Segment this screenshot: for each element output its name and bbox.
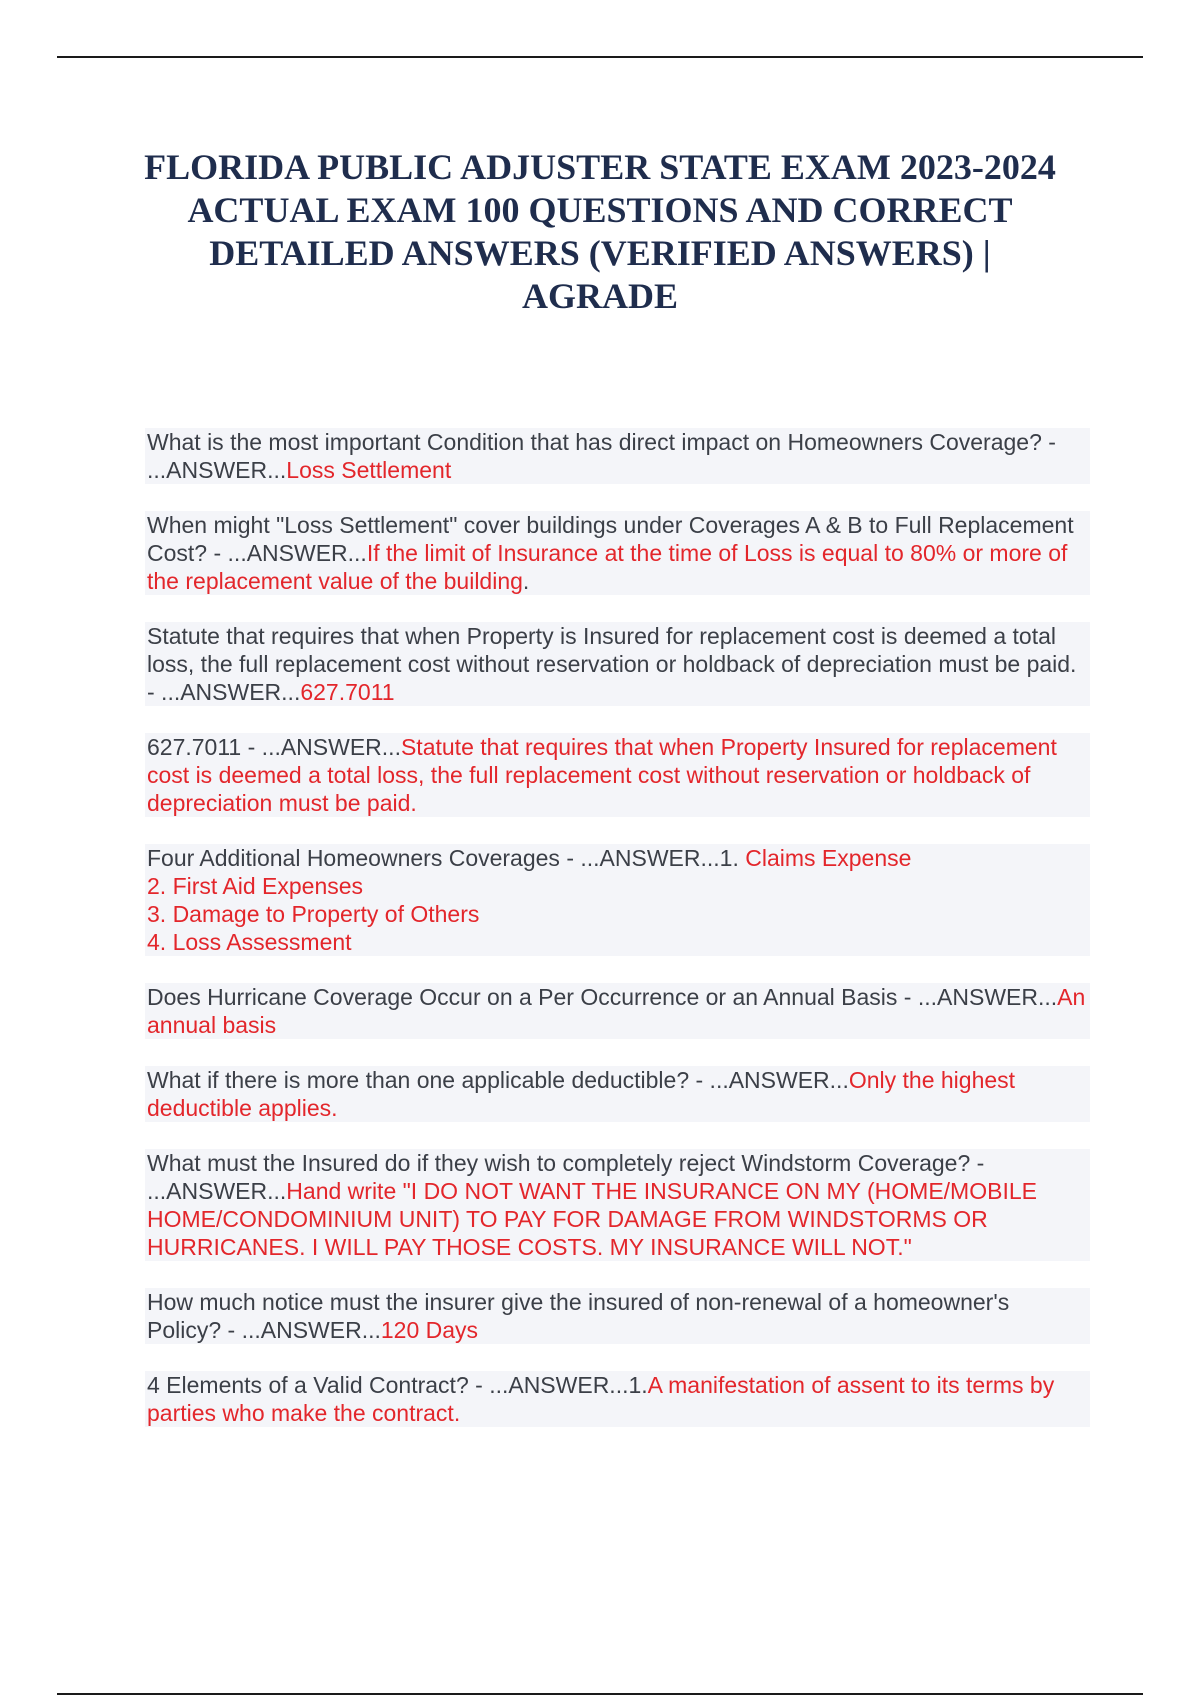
qa-item-1	[145, 428, 1090, 484]
answer-text: Claims Expense	[745, 845, 912, 871]
answer-trailing-period: .	[522, 568, 530, 594]
answer-marker: - ...ANSWER...	[147, 429, 1056, 483]
answer-line: 2. First Aid Expenses	[147, 873, 364, 899]
qa-item-3	[145, 622, 1090, 706]
top-rule	[57, 56, 1143, 58]
answer-text: Only the highest deductible applies.	[147, 1067, 1016, 1121]
answer-text: A manifestation of assent to its terms by parties who make the contract.	[147, 1372, 1055, 1426]
answer-marker: - ...ANSWER...	[241, 734, 401, 760]
answer-line: 3. Damage to Property of Others	[147, 901, 480, 927]
answer-marker: - ...ANSWER...	[559, 845, 720, 871]
qa-item-7	[145, 1066, 1090, 1122]
answer-text: Statute that requires that when Property Insured for replacement cost is deemed a total loss, the full replacement cost without reservation or holdback of depreciation must be paid.	[147, 734, 1057, 816]
answer-number: 1.	[719, 845, 746, 871]
answer-text: Loss Settlement	[286, 457, 452, 483]
answer-text: 627.7011	[300, 679, 395, 705]
answer-number: 1.	[628, 1372, 648, 1398]
question-text: What is the most important Condition that has direct impact on Homeowners Coverage?	[147, 429, 1042, 455]
answer-marker: - ...ANSWER...	[207, 540, 367, 566]
answer-marker: - ...ANSWER...	[897, 984, 1058, 1010]
document-title: FLORIDA PUBLIC ADJUSTER STATE EXAM 2023-2024 ACTUAL EXAM 100 QUESTIONS AND CORRECT DETAILED ANSWERS (VERIFIED ANSWERS) | AGRADE	[144, 147, 1056, 316]
bottom-rule	[57, 1693, 1143, 1695]
question-text: When might "Loss Settlement" cover buildings under Coverages A & B to Full Replacement Cost?	[147, 512, 1074, 566]
qa-item-8	[145, 1149, 1090, 1261]
answer-text: 120 Days	[380, 1317, 479, 1343]
question-text: 627.7011	[147, 734, 242, 760]
question-text: Statute that requires that when Property is Insured for replacement cost is deemed a total loss, the full replacement cost without reservation or holdback of depreciation must be paid.	[147, 623, 1077, 677]
qa-item-9	[145, 1288, 1090, 1344]
answer-line: 4. Loss Assessment	[147, 929, 352, 955]
answer-marker: - ...ANSWER...	[147, 679, 301, 705]
answer-text: If the limit of Insurance at the time of Loss is equal to 80% or more of the replacement value of the building	[147, 540, 1068, 594]
answer-text: Hand write "I DO NOT WANT THE INSURANCE ON MY (HOME/MOBILE HOME/CONDOMINIUM UNIT) TO PAY FOR DAMAGE FROM WINDSTORMS OR HURRICANES. I WILL PAY THOSE COSTS. MY INSURANCE WILL NOT."	[147, 1178, 1037, 1260]
qa-item-10	[145, 1371, 1090, 1427]
answer-marker: - ...ANSWER...	[468, 1372, 629, 1398]
qa-item-4	[145, 733, 1090, 817]
answer-text: An annual basis	[147, 984, 1086, 1038]
qa-item-6	[145, 983, 1090, 1039]
qa-item-5	[145, 844, 1090, 956]
answer-marker: - ...ANSWER...	[147, 1150, 985, 1204]
qa-item-2	[145, 511, 1090, 595]
question-text: Does Hurricane Coverage Occur on a Per Occurrence or an Annual Basis	[147, 984, 898, 1010]
question-text: Four Additional Homeowners Coverages	[147, 845, 560, 871]
question-text: 4 Elements of a Valid Contract?	[147, 1372, 469, 1398]
qa-list	[145, 428, 1090, 1454]
answer-marker: - ...ANSWER...	[221, 1317, 381, 1343]
question-text: What must the Insured do if they wish to completely reject Windstorm Coverage?	[147, 1150, 971, 1176]
question-text: How much notice must the insurer give the insured of non-renewal of a homeowner's Policy?	[147, 1289, 1010, 1343]
answer-marker: - ...ANSWER...	[689, 1067, 849, 1093]
question-text: What if there is more than one applicable deductible?	[147, 1067, 690, 1093]
